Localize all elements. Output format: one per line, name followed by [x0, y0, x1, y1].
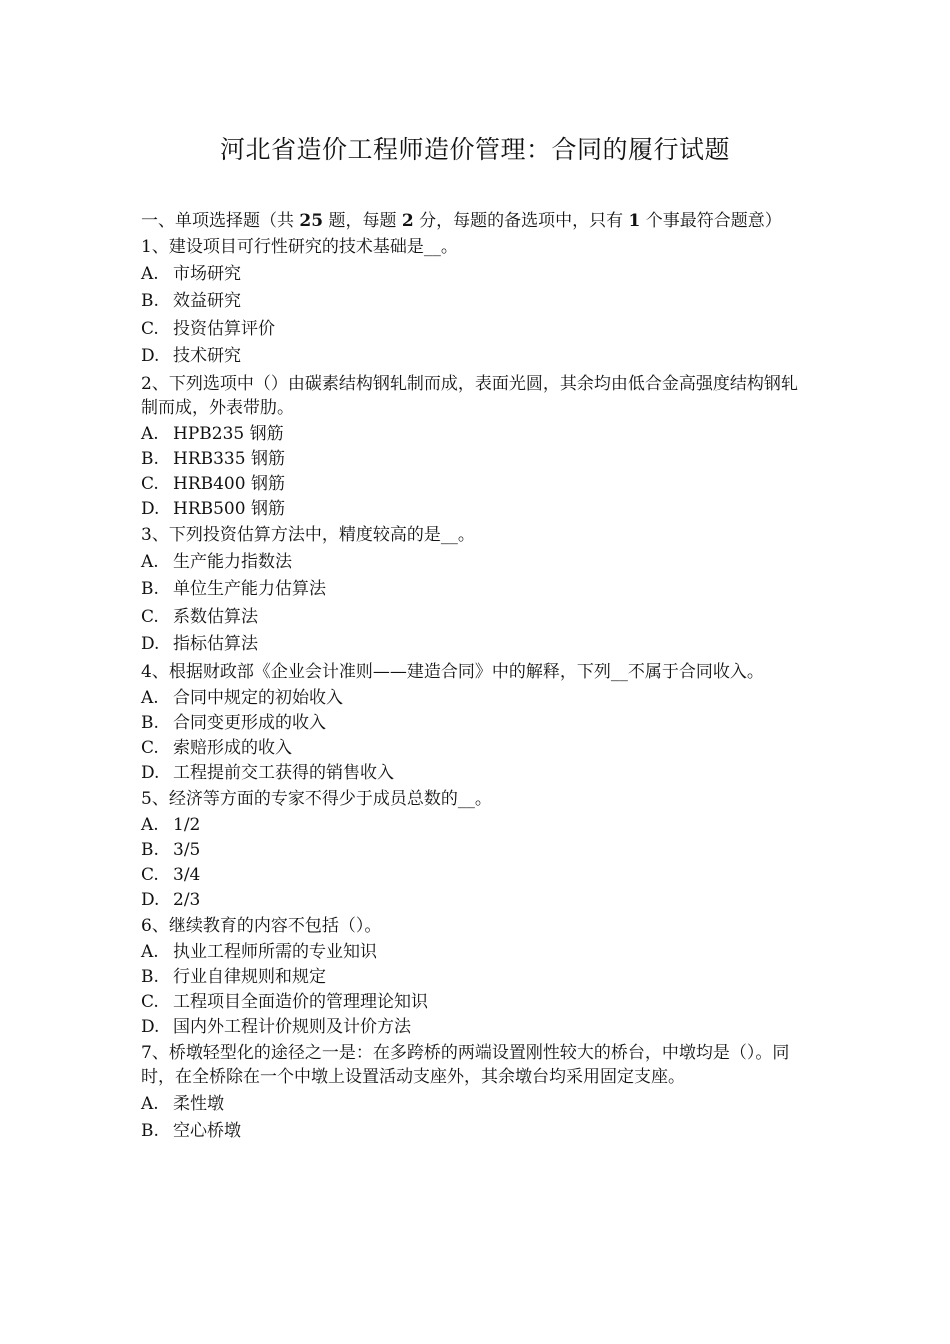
option-letter: A.	[141, 814, 159, 835]
section-prefix: 一、单项选择题（共	[141, 211, 300, 231]
option-a	[141, 939, 809, 964]
option-letter: B.	[141, 1121, 159, 1142]
question-3	[141, 523, 809, 658]
option-text: 2/3	[173, 889, 201, 910]
option-text: 效益研究	[173, 291, 241, 312]
option-c	[141, 603, 809, 631]
option-letter: D.	[141, 762, 160, 783]
option-letter: C.	[141, 864, 159, 885]
option-a	[141, 812, 809, 837]
section-suffix: 个事最符合题意）	[640, 211, 782, 231]
option-text: HRB500 钢筋	[173, 498, 285, 519]
option-letter: D.	[141, 498, 160, 519]
option-b	[141, 288, 809, 316]
option-a	[141, 260, 809, 288]
option-c	[141, 862, 809, 887]
option-text: 国内外工程计价规则及计价方法	[173, 1016, 411, 1037]
option-a	[141, 685, 809, 710]
option-b	[141, 837, 809, 862]
option-text: 索赔形成的收入	[173, 737, 292, 758]
option-text: 市场研究	[173, 263, 241, 284]
option-b	[141, 576, 809, 604]
option-letter: B.	[141, 291, 159, 312]
question-stem: 6、继续教育的内容不包括（）。	[141, 916, 382, 936]
section-mid2: 分，每题的备选项中，只有	[413, 211, 629, 231]
question-stem: 7、桥墩轻型化的途径之一是：在多跨桥的两端设置刚性较大的桥台，中墩均是（）。同时，在全桥除在一个中墩上设置活动支座外，其余墩台均采用固定支座。	[141, 1043, 790, 1087]
option-text: 单位生产能力估算法	[173, 579, 326, 600]
option-d	[141, 760, 809, 785]
option-d	[141, 343, 809, 371]
option-text: 指标估算法	[173, 634, 258, 655]
option-a	[141, 548, 809, 576]
question-2	[141, 372, 809, 521]
option-letter: B.	[141, 448, 159, 469]
option-text: 系数估算法	[173, 606, 258, 627]
option-letter: D.	[141, 1016, 160, 1037]
option-text: 行业自律规则和规定	[173, 966, 326, 987]
correct-count: 1	[628, 211, 641, 231]
option-letter: A.	[141, 551, 159, 572]
option-text: HRB335 钢筋	[173, 448, 285, 469]
option-text: 3/4	[173, 864, 201, 885]
option-text: HPB235 钢筋	[173, 423, 284, 444]
document-body	[141, 209, 809, 1145]
option-c	[141, 735, 809, 760]
option-letter: A.	[141, 1093, 159, 1114]
option-text: 1/2	[173, 814, 201, 835]
option-d	[141, 887, 809, 912]
option-text: 空心桥墩	[173, 1121, 241, 1142]
option-letter: D.	[141, 346, 160, 367]
option-text: 投资估算评价	[173, 318, 275, 339]
option-letter: C.	[141, 737, 159, 758]
option-letter: B.	[141, 839, 159, 860]
option-text: 工程项目全面造价的管理理论知识	[173, 991, 428, 1012]
option-c	[141, 471, 809, 496]
option-letter: B.	[141, 712, 159, 733]
option-letter: D.	[141, 889, 160, 910]
option-text: 执业工程师所需的专业知识	[173, 941, 377, 962]
option-b	[141, 1118, 809, 1146]
option-d	[141, 496, 809, 521]
option-c	[141, 315, 809, 343]
section-heading	[141, 209, 809, 233]
option-text: 柔性墩	[173, 1093, 224, 1114]
section-mid1: 题，每题	[323, 211, 402, 231]
option-letter: C.	[141, 318, 159, 339]
option-letter: A.	[141, 687, 159, 708]
option-a	[141, 421, 809, 446]
option-letter: A.	[141, 941, 159, 962]
option-letter: A.	[141, 263, 159, 284]
option-text: 合同变更形成的收入	[173, 712, 326, 733]
question-stem: 2、下列选项中（）由碳素结构钢轧制而成，表面光圆，其余均由低合金高强度结构钢轧制而成，外表带肋。	[141, 374, 798, 418]
option-b	[141, 446, 809, 471]
document-title: 河北省造价工程师造价管理：合同的履行试题	[219, 135, 730, 164]
option-b	[141, 964, 809, 989]
question-1	[141, 235, 809, 370]
question-4	[141, 660, 809, 785]
option-letter: B.	[141, 579, 159, 600]
option-letter: D.	[141, 634, 160, 655]
question-stem: 5、经济等方面的专家不得少于成员总数的__。	[141, 789, 492, 809]
option-text: 3/5	[173, 839, 201, 860]
option-letter: A.	[141, 423, 159, 444]
option-letter: C.	[141, 473, 159, 494]
question-6	[141, 914, 809, 1039]
question-7	[141, 1041, 809, 1145]
question-count: 25	[299, 211, 324, 231]
option-d	[141, 1014, 809, 1039]
option-d	[141, 631, 809, 659]
option-b	[141, 710, 809, 735]
question-stem: 1、建设项目可行性研究的技术基础是__。	[141, 237, 458, 257]
option-text: 工程提前交工获得的销售收入	[173, 762, 394, 783]
option-letter: C.	[141, 991, 159, 1012]
question-stem: 3、下列投资估算方法中，精度较高的是__。	[141, 525, 475, 545]
option-c	[141, 989, 809, 1014]
question-stem: 4、根据财政部《企业会计准则——建造合同》中的解释，下列__不属于合同收入。	[141, 662, 764, 682]
option-text: 生产能力指数法	[173, 551, 292, 572]
option-text: 技术研究	[173, 346, 241, 367]
option-letter: B.	[141, 966, 159, 987]
option-text: HRB400 钢筋	[173, 473, 285, 494]
option-letter: C.	[141, 606, 159, 627]
points-per-question: 2	[401, 211, 414, 231]
option-a	[141, 1090, 809, 1118]
question-5	[141, 787, 809, 912]
option-text: 合同中规定的初始收入	[173, 687, 343, 708]
